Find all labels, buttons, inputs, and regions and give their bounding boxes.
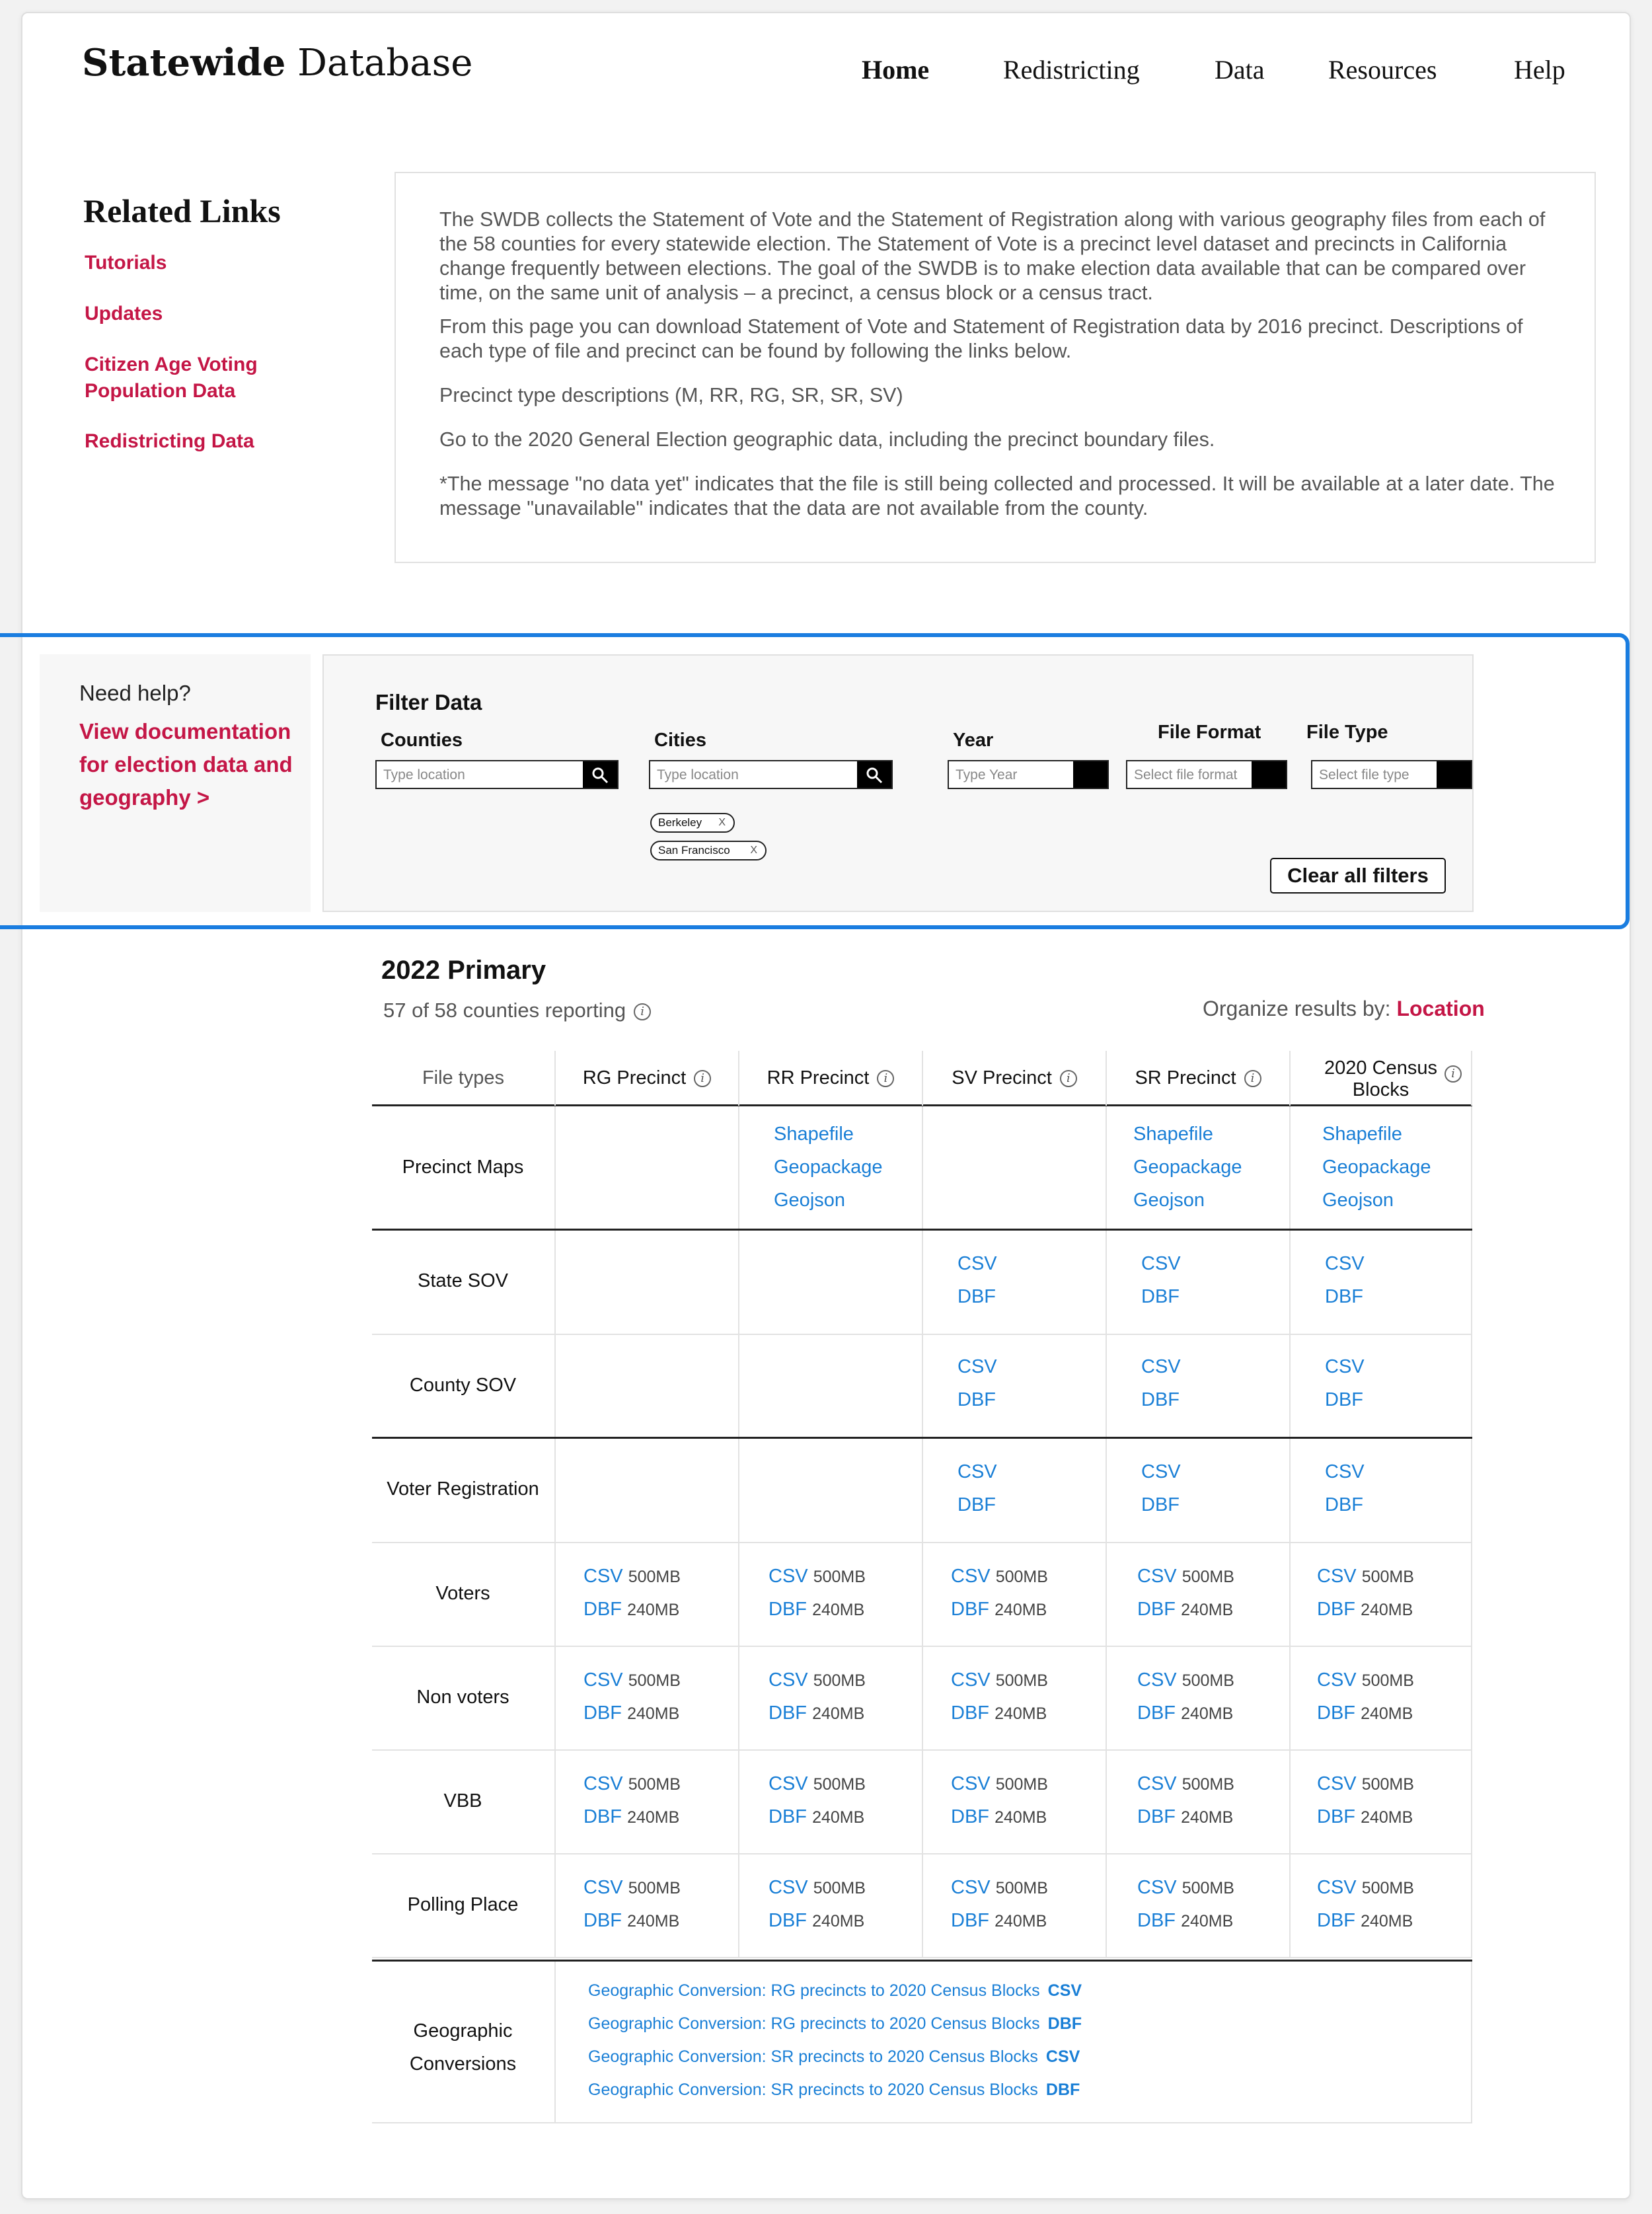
column-header: 2020 Census Blocks i — [1289, 1051, 1472, 1106]
year-label: Year — [953, 730, 994, 751]
csv-link[interactable]: CSV 500MB — [1317, 1669, 1414, 1691]
csv-link[interactable]: CSV 500MB — [769, 1877, 866, 1898]
dbf-link[interactable]: DBF 240MB — [951, 1702, 1047, 1724]
intro-paragraph: The SWDB collects the Statement of Vote and the Statement of Registration along with various geography files from each of the 58 counties for every statewide election. The Statement of Vote is a precinct level dataset and precincts in California change frequently between elections. The goal of the SWDB is to make election data available that can be compared over time, on the same unit of analysis – a precinct, a census block or a census tract. — [439, 208, 1546, 304]
table-row — [372, 1231, 1472, 1335]
table-row — [372, 1106, 1472, 1231]
row-label: Voters — [435, 1583, 490, 1604]
site-logo[interactable]: Statewide Database — [82, 41, 473, 85]
table-row — [372, 1960, 1472, 2123]
table-row — [372, 1751, 1472, 1854]
geo-data-link[interactable]: Go to the 2020 General Election geographic data, including the precinct boundary files. — [439, 428, 1215, 451]
info-icon[interactable]: i — [877, 1070, 894, 1087]
csv-link[interactable]: CSV 500MB — [1317, 1877, 1414, 1898]
file-format-label: File Format — [1158, 722, 1261, 743]
shapefile-link[interactable]: Shapefile — [1133, 1124, 1213, 1145]
related-link-updates[interactable]: Updates — [85, 303, 163, 324]
counties-label: Counties — [381, 730, 463, 751]
nav-home[interactable]: Home — [862, 55, 930, 85]
city-chip-san-francisco[interactable]: San Francisco X — [650, 841, 767, 860]
selection-highlight — [0, 633, 1630, 929]
conversion-link[interactable]: Geographic Conversion: RG precincts to 2020 Census Blocks DBF — [588, 2014, 1082, 2033]
dbf-link[interactable]: DBF 240MB — [1137, 1702, 1234, 1724]
table-row — [372, 1854, 1472, 1958]
csv-link[interactable]: CSV 500MB — [769, 1669, 866, 1691]
nav-help[interactable]: Help — [1514, 55, 1565, 85]
csv-link[interactable]: CSV 500MB — [1137, 1669, 1234, 1691]
results-subtitle: 57 of 58 counties reporting i — [383, 999, 651, 1022]
dbf-link[interactable]: DBF 240MB — [583, 1806, 680, 1827]
column-header: SR Precinct i — [1106, 1051, 1289, 1106]
related-link-redistricting[interactable]: Redistricting Data — [85, 430, 254, 452]
dbf-link[interactable]: DBF 240MB — [769, 1702, 865, 1724]
cities-input[interactable]: Type location — [649, 760, 893, 789]
shapefile-link[interactable]: Shapefile — [1322, 1124, 1402, 1145]
column-header: SV Precinct i — [922, 1051, 1106, 1106]
precinct-type-link[interactable]: Precinct type descriptions (M, RR, RG, SR, SR, SV) — [439, 384, 903, 406]
csv-link[interactable]: CSV — [957, 1356, 997, 1377]
column-header: File types — [422, 1067, 505, 1088]
csv-link[interactable]: CSV — [1325, 1253, 1365, 1274]
related-links-title: Related Links — [83, 192, 281, 229]
geojson-link[interactable]: Geojson — [1133, 1190, 1205, 1211]
row-label: VBB — [443, 1790, 482, 1812]
dbf-link[interactable]: DBF — [957, 1286, 996, 1307]
table-row — [372, 1543, 1472, 1647]
csv-link[interactable]: CSV 500MB — [769, 1566, 866, 1587]
csv-link[interactable]: CSV 500MB — [1317, 1773, 1414, 1794]
documentation-link[interactable]: View documentation for election data and geography > — [79, 719, 293, 810]
dbf-link[interactable]: DBF 240MB — [583, 1599, 680, 1620]
geopackage-link[interactable]: Geopackage — [1133, 1157, 1242, 1178]
row-label: State SOV — [417, 1270, 508, 1291]
csv-link[interactable]: CSV 500MB — [951, 1773, 1048, 1794]
info-icon[interactable]: i — [1244, 1070, 1261, 1087]
csv-link[interactable]: CSV 500MB — [1317, 1566, 1414, 1587]
info-icon[interactable]: i — [694, 1070, 711, 1087]
row-label: Non voters — [416, 1687, 509, 1708]
organize-by: Organize results by: Location — [1203, 997, 1485, 1020]
row-label: Voter Registration — [387, 1478, 539, 1500]
conversion-link[interactable]: Geographic Conversion: SR precincts to 2020 Census Blocks DBF — [588, 2080, 1080, 2099]
shapefile-link[interactable]: Shapefile — [774, 1124, 854, 1145]
dbf-link[interactable]: DBF 240MB — [951, 1910, 1047, 1931]
row-label: Precinct Maps — [402, 1157, 524, 1178]
clear-filters-button[interactable]: Clear all filters — [1270, 858, 1446, 894]
csv-link[interactable]: CSV 500MB — [583, 1669, 681, 1691]
conversion-link[interactable]: Geographic Conversion: SR precincts to 2020 Census Blocks CSV — [588, 2047, 1080, 2066]
csv-link[interactable]: CSV 500MB — [951, 1566, 1048, 1587]
remove-chip-icon[interactable]: X — [718, 817, 726, 828]
cities-label: Cities — [654, 730, 706, 751]
dbf-link[interactable]: DBF — [1141, 1389, 1180, 1410]
info-icon[interactable]: i — [1060, 1070, 1077, 1087]
csv-link[interactable]: CSV 500MB — [1137, 1566, 1234, 1587]
intro-text-box — [394, 172, 1596, 563]
nav-redistricting[interactable]: Redistricting — [1003, 55, 1140, 85]
nav-data[interactable]: Data — [1215, 55, 1265, 85]
column-header: RR Precinct i — [738, 1051, 922, 1106]
csv-link[interactable]: CSV — [957, 1253, 997, 1274]
file-type-select[interactable]: Select file type — [1311, 760, 1472, 789]
organize-by-location[interactable]: Location — [1396, 997, 1485, 1020]
csv-link[interactable]: CSV — [1141, 1253, 1181, 1274]
remove-chip-icon[interactable]: X — [750, 845, 757, 856]
intro-note: *The message "no data yet" indicates that the file is still being collected and processed. It will be available at a later date. The message "unavailable" indicates that the data are not available from the county. — [439, 473, 1555, 519]
main-nav — [22, 54, 1630, 94]
table-header-row — [372, 1051, 1472, 1106]
dbf-link[interactable]: DBF 240MB — [951, 1599, 1047, 1620]
nav-resources[interactable]: Resources — [1328, 55, 1437, 85]
info-icon[interactable]: i — [634, 1003, 651, 1020]
row-label: Polling Place — [407, 1894, 519, 1915]
dbf-link[interactable]: DBF 240MB — [1137, 1910, 1234, 1931]
csv-link[interactable]: CSV — [1141, 1356, 1181, 1377]
geopackage-link[interactable]: Geopackage — [774, 1157, 883, 1178]
file-type-label: File Type — [1306, 722, 1388, 743]
dbf-link[interactable]: DBF 240MB — [1137, 1806, 1234, 1827]
row-label: County SOV — [409, 1375, 517, 1396]
dbf-link[interactable]: DBF 240MB — [1317, 1702, 1413, 1724]
counties-input[interactable]: Type location — [375, 760, 619, 789]
csv-link[interactable]: CSV 500MB — [1137, 1877, 1234, 1898]
column-header: RG Precinct i — [554, 1051, 738, 1106]
dbf-link[interactable]: DBF 240MB — [769, 1599, 865, 1620]
dbf-link[interactable]: DBF 240MB — [1317, 1806, 1413, 1827]
info-icon[interactable]: i — [1445, 1065, 1462, 1083]
dbf-link[interactable]: DBF 240MB — [769, 1910, 865, 1931]
related-link-cvap[interactable]: Citizen Age Voting Population Data — [85, 354, 258, 402]
dbf-link[interactable]: DBF 240MB — [1137, 1599, 1234, 1620]
csv-link[interactable]: CSV 500MB — [1137, 1773, 1234, 1794]
intro-paragraph: From this page you can download Statement of Vote and Statement of Registration data by 2016 precinct. Descriptions of each type of file and precinct can be found by following the links below. — [439, 315, 1523, 362]
table-row — [372, 1647, 1472, 1751]
csv-link[interactable]: CSV — [1325, 1461, 1365, 1482]
dbf-link[interactable]: DBF 240MB — [583, 1910, 680, 1931]
dbf-link[interactable]: DBF — [1325, 1286, 1363, 1307]
csv-link[interactable]: CSV 500MB — [583, 1773, 681, 1794]
dbf-link[interactable]: DBF — [1325, 1389, 1363, 1410]
csv-link[interactable]: CSV — [957, 1461, 997, 1482]
related-link-tutorials[interactable]: Tutorials — [85, 252, 167, 274]
dbf-link[interactable]: DBF 240MB — [1317, 1599, 1413, 1620]
dbf-link[interactable]: DBF — [957, 1494, 996, 1515]
city-chip-berkeley[interactable]: Berkeley X — [650, 813, 735, 833]
csv-link[interactable]: CSV — [1325, 1356, 1365, 1377]
dbf-link[interactable]: DBF — [1141, 1494, 1180, 1515]
dbf-link[interactable]: DBF 240MB — [951, 1806, 1047, 1827]
year-input[interactable]: Type Year — [948, 760, 1109, 789]
file-format-select[interactable]: Select file format — [1126, 760, 1287, 789]
row-label: Geographic Conversions — [409, 2020, 517, 2075]
dbf-link[interactable]: DBF 240MB — [583, 1702, 680, 1724]
help-question: Need help? — [79, 681, 191, 705]
dbf-link[interactable]: DBF 240MB — [1317, 1910, 1413, 1931]
csv-link[interactable]: CSV 500MB — [583, 1566, 681, 1587]
dbf-link[interactable]: DBF — [957, 1389, 996, 1410]
dbf-link[interactable]: DBF — [1325, 1494, 1363, 1515]
conversion-link[interactable]: Geographic Conversion: RG precincts to 2020 Census Blocks CSV — [588, 1981, 1082, 2000]
geojson-link[interactable]: Geojson — [1322, 1190, 1394, 1211]
dbf-link[interactable]: DBF 240MB — [769, 1806, 865, 1827]
csv-link[interactable]: CSV 500MB — [769, 1773, 866, 1794]
csv-link[interactable]: CSV 500MB — [951, 1877, 1048, 1898]
filter-title: Filter Data — [375, 690, 482, 714]
geojson-link[interactable]: Geojson — [774, 1190, 846, 1211]
csv-link[interactable]: CSV — [1141, 1461, 1181, 1482]
results-title: 2022 Primary — [381, 956, 546, 985]
csv-link[interactable]: CSV 500MB — [951, 1669, 1048, 1691]
table-row — [372, 1439, 1472, 1543]
table-row — [372, 1335, 1472, 1439]
geopackage-link[interactable]: Geopackage — [1322, 1157, 1431, 1178]
csv-link[interactable]: CSV 500MB — [583, 1877, 681, 1898]
dbf-link[interactable]: DBF — [1141, 1286, 1180, 1307]
